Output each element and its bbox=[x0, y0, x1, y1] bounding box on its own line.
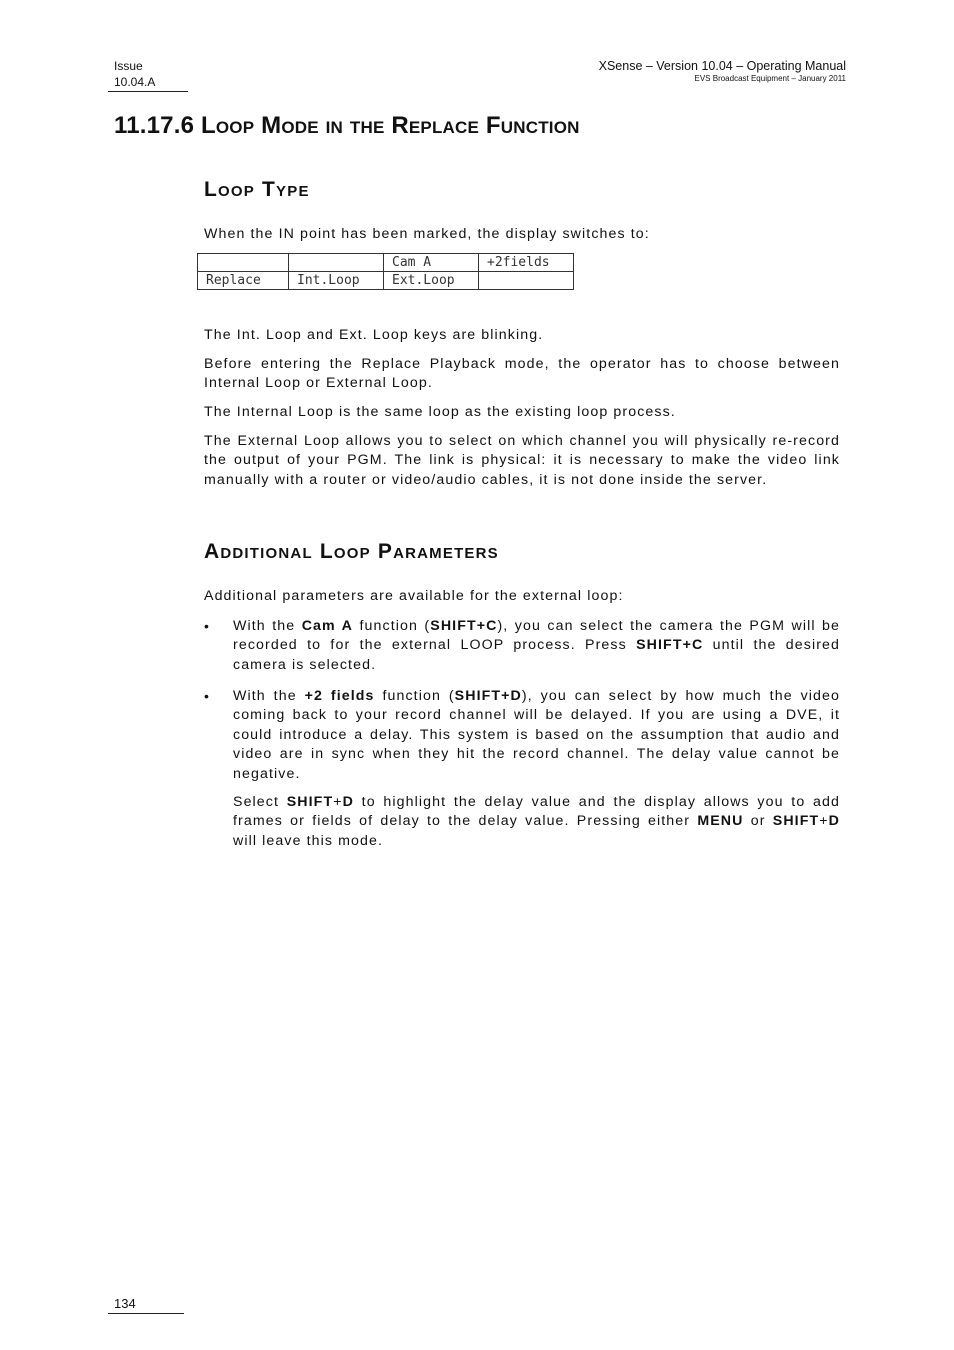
table-cell: Int.Loop bbox=[289, 272, 384, 290]
bullet-two-fields-continued: Select SHIFT+D to highlight the delay value and the display allows you to add frames or fields of delay to the delay value. Pressing either MENU or SHIFT+D will leave this mode. bbox=[233, 794, 840, 849]
manual-title: XSense – Version 10.04 – Operating Manual bbox=[598, 59, 846, 73]
table-cell bbox=[289, 254, 384, 272]
issue-label: Issue bbox=[114, 59, 143, 73]
table-row bbox=[198, 254, 574, 272]
header-issue bbox=[114, 58, 155, 90]
loop-type-heading: Loop Type bbox=[204, 178, 310, 201]
header-title-block bbox=[599, 58, 846, 84]
table-cell: Cam A bbox=[384, 254, 479, 272]
display-table bbox=[197, 253, 574, 290]
footer bbox=[114, 1296, 136, 1311]
bullet-two-fields: With the +2 fields function (SHIFT+D), you can select by how much the video coming back to your record channel will be delayed. If you are using a DVE, it could introduce a delay. This system is based on the assumption that audio and video are in sync when they hit the record channel. The delay value cannot be negative. bbox=[233, 688, 841, 782]
header-rule bbox=[108, 91, 188, 92]
table-cell: +2fields bbox=[479, 254, 574, 272]
table-cell: Ext.Loop bbox=[384, 272, 479, 290]
table-cell: Replace bbox=[198, 272, 289, 290]
paragraph-internal-loop: The Internal Loop is the same loop as the existing loop process. bbox=[204, 404, 676, 420]
page-number: 134 bbox=[114, 1296, 136, 1311]
additional-intro: Additional parameters are available for the external loop: bbox=[204, 588, 624, 604]
table-cell bbox=[479, 272, 574, 290]
manual-subtitle: EVS Broadcast Equipment – January 2011 bbox=[694, 74, 846, 83]
table-row bbox=[198, 272, 574, 290]
additional-heading: Additional Loop Parameters bbox=[204, 540, 499, 563]
footer-rule bbox=[108, 1313, 184, 1314]
paragraph-blinking: The Int. Loop and Ext. Loop keys are blinking. bbox=[204, 327, 544, 343]
paragraph-external-loop: The External Loop allows you to select on which channel you will physically re-record the output of your PGM. The link is physical: it is necessary to make the video link manually with a router or video/audio cables, it is not done inside the server. bbox=[204, 433, 840, 488]
table-cell bbox=[198, 254, 289, 272]
section-title: 11.17.6 Loop Mode in the Replace Function bbox=[114, 112, 580, 139]
bullet-marker: • bbox=[204, 618, 209, 634]
paragraph-choose-loop: Before entering the Replace Playback mode, the operator has to choose between Internal Loop or External Loop. bbox=[204, 356, 840, 392]
issue-number: 10.04.A bbox=[114, 75, 156, 89]
loop-type-intro: When the IN point has been marked, the display switches to: bbox=[204, 226, 650, 242]
bullet-marker: • bbox=[204, 688, 209, 704]
bullet-cam-a: With the Cam A function (SHIFT+C), you can select the camera the PGM will be recorded to for the external LOOP process. Press SHIFT+C until the desired camera is selected. bbox=[233, 618, 841, 673]
